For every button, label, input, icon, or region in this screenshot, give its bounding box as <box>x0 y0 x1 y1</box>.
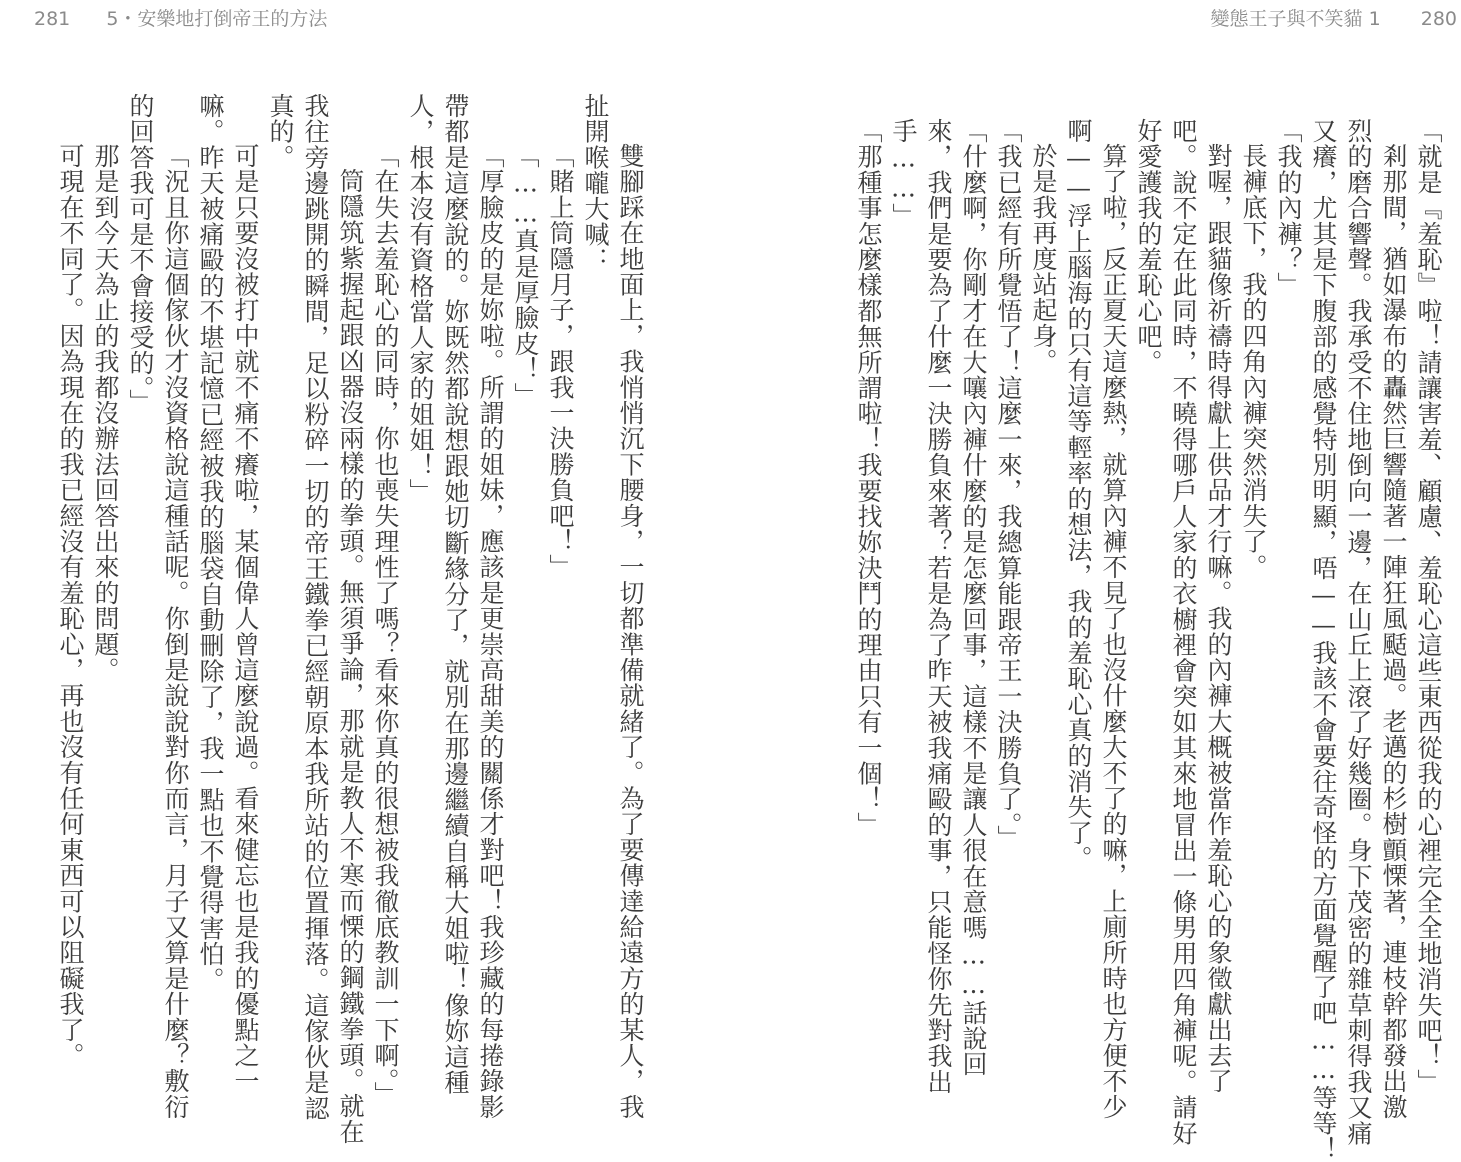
text-column: 「在失去羞恥心的同時，你也喪失理性了嗎？看來你真的很想被我徹底教訓一下啊。」 <box>371 143 400 1108</box>
text-column: 嘛。昨天被痛毆的不堪記憶已經被我的腦袋自動刪除了，我一點也不覺得害怕。 <box>196 93 225 993</box>
text-column: 「……真是厚臉皮！」 <box>511 143 540 408</box>
text-column: 的回答我可是不會接受的。」 <box>126 93 155 415</box>
text-column: 算了啦，反正夏天這麼熱，就算內褲不見了也沒什麼大不了的嘛，上廁所時也方便不少 <box>1099 143 1128 1120</box>
text-column: 那是到今天為止的我都沒辦法回答出來的問題。 <box>91 143 120 683</box>
text-column: 又癢，尤其是下腹部的感覺特別明顯，唔——我該不會要往奇怪的方面覺醒了吧……等等！ <box>1309 118 1338 1162</box>
text-column: 「什麼啊，你剛才在大嚷內褲什麼的是怎麼回事，這樣不是讓人很在意嗎……話說回 <box>959 118 988 1077</box>
text-column: 雙腳踩在地面上，我悄悄沉下腰身，一切都準備就緒了。為了要傳達給遠方的某人，我 <box>616 143 645 1120</box>
text-column: 「厚臉皮的是妳啦。所謂的姐妹，應該是更崇高甜美的關係才對吧！我珍藏的每捲錄影 <box>476 143 505 1120</box>
text-column: 可現在不同了。因為現在的我已經沒有羞恥心，再也沒有任何東西可以阻礙我了。 <box>56 143 85 1069</box>
text-column: 「就是『羞恥』啦！請讓害羞、顧慮、羞恥心這些東西從我的心裡完全全地消失吧！」 <box>1414 118 1443 1095</box>
right-page-number: 280 <box>1420 8 1457 30</box>
text-column: 「賭上筒隱月子，跟我一決勝負吧！」 <box>546 143 575 580</box>
text-column: 「況且你這個傢伙才沒資格說這種話呢。你倒是說說對你而言，月子又算是什麼？敷衍 <box>161 143 190 1120</box>
text-column: 手……」 <box>889 118 918 229</box>
text-column: 剎那間，猶如瀑布的轟然巨響隨著一陣狂風颳過。老邁的杉樹顫慄著，連枝幹都發出激 <box>1379 143 1408 1120</box>
text-column: 烈的磨合響聲。我承受不住地倒向一邊，在山丘上滾了好幾圈。身下茂密的雜草刺得我又痛 <box>1344 118 1373 1146</box>
text-column: 「我已經有所覺悟了！這麼一來，我總算能跟帝王一決勝負了。」 <box>994 118 1023 851</box>
text-column: 於是我再度站起身。 <box>1029 143 1058 375</box>
chapter-title: 5・安樂地打倒帝王的方法 <box>106 8 328 30</box>
text-column: 對喔，跟貓像祈禱時得獻上供品才行嘛。我的內褲大概被當作羞恥心的象徵獻出去了 <box>1204 143 1233 1094</box>
text-column: 好愛護我的羞恥心吧。 <box>1134 118 1163 375</box>
text-column: 真的。 <box>266 93 295 171</box>
text-column: 可是只要沒被打中就不痛不癢啦，某個偉人曾這麼說過。看來健忘也是我的優點之一 <box>231 143 260 1094</box>
text-column: 人，根本沒有資格當人家的姐姐！」 <box>406 93 435 505</box>
book-title: 變態王子與不笑貓 1 <box>1210 8 1381 30</box>
text-column: 「我的內褲？」 <box>1274 118 1303 298</box>
text-column: 長褲底下，我的四角內褲突然消失了。 <box>1239 143 1268 580</box>
text-column: 扯開喉嚨大喊： <box>581 93 610 273</box>
text-column: 啊——浮上腦海的只有這等輕率的想法，我的羞恥心真的消失了。 <box>1064 118 1093 872</box>
text-column: 「那種事怎麼樣都無所謂啦！我要找妳決鬥的理由只有一個！」 <box>854 118 883 838</box>
text-column: 帶都是這麼說的。妳既然都說想跟她切斷緣分了，就別在那邊繼續自稱大姐啦！像妳這種 <box>441 93 470 1096</box>
left-page-number: 281 <box>34 8 71 30</box>
right-running-header <box>1211 4 1457 31</box>
text-column: 吧。說不定在此同時，不曉得哪戶人家的衣櫥裡會突如其來地冒出一條男用四角褲呢。請好 <box>1169 118 1198 1146</box>
left-running-header <box>34 4 327 31</box>
text-column: 筒隱筑紫握起跟凶器沒兩樣的拳頭。無須爭論，那就是教人不寒而慄的鋼鐵拳頭。就在 <box>336 168 365 1145</box>
text-column: 我往旁邊跳開的瞬間，足以粉碎一切的帝王鐵拳已經朝原本我所站的位置揮落。這傢伙是認 <box>301 93 330 1121</box>
text-column: 來，我們是要為了什麼一決勝負來著？若是為了昨天被我痛毆的事，只能怪你先對我出 <box>924 118 953 1095</box>
